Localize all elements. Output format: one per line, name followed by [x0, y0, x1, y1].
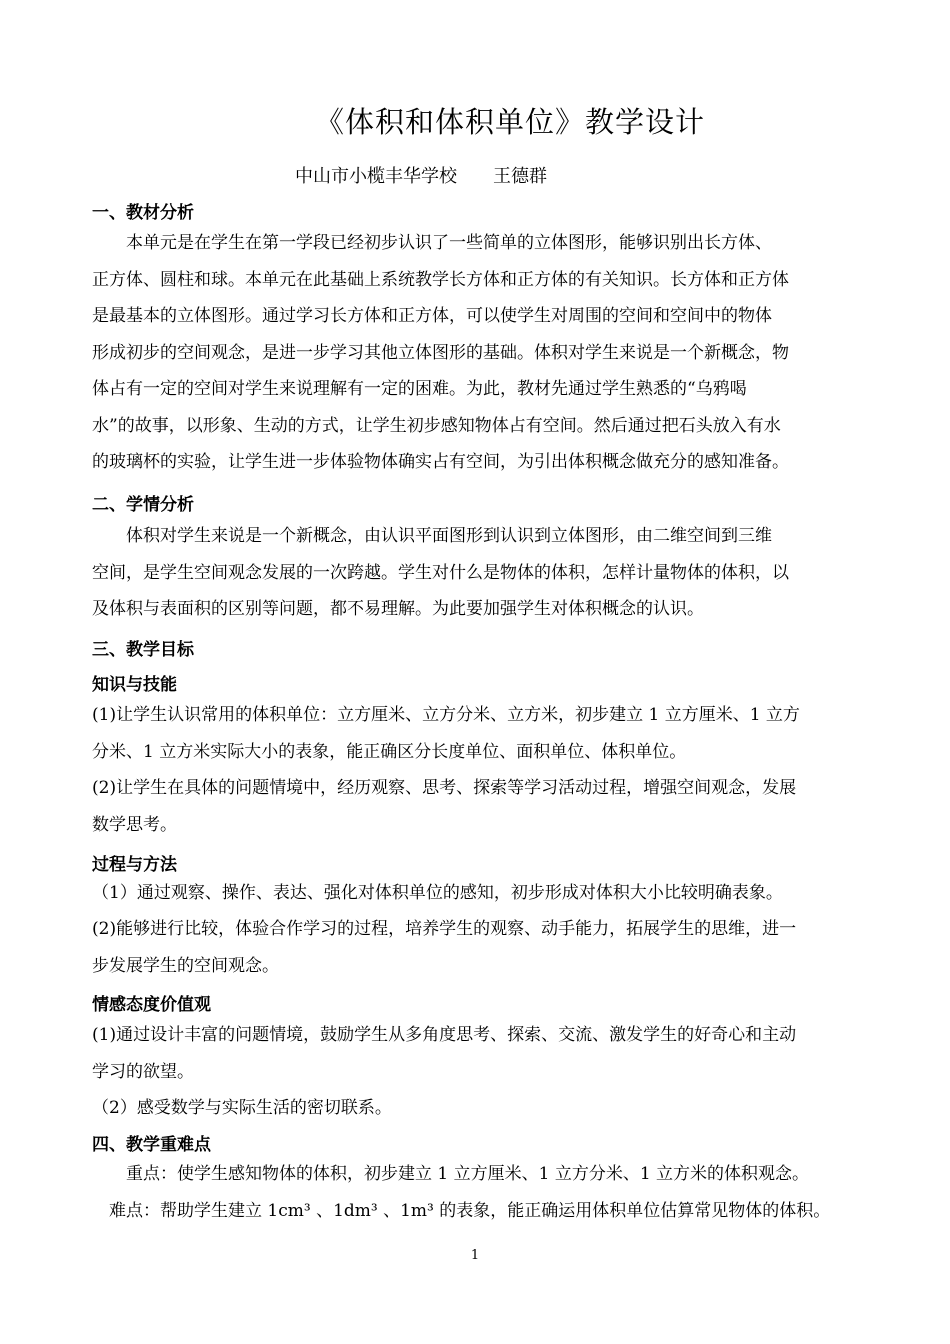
text-line: 及体积与表面积的区别等问题，都不易理解。为此要加强学生对体积概念的认识。 — [92, 599, 704, 619]
text-line: 本单元是在学生在第一学段已经初步认识了一些简单的立体图形，能够识别出长方体、 — [92, 233, 772, 253]
document-title: 《体积和体积单位》教学设计 — [314, 105, 705, 139]
subheading-knowledge-skills: 知识与技能 — [92, 675, 177, 695]
text-line: 正方体、圆柱和球。本单元在此基础上系统教学长方体和正方体的有关知识。长方体和正方体 — [92, 269, 789, 290]
section-heading-key-difficult: 四、教学重难点 — [92, 1135, 211, 1155]
section-heading-teaching-goals: 三、教学目标 — [92, 640, 194, 660]
key-point-line: 重点：使学生感知物体的体积，初步建立 1 立方厘米、1 立方分米、1 立方米的体积观念。 — [92, 1164, 810, 1184]
text-line: 步发展学生的空间观念。 — [92, 955, 279, 976]
text-line: 是最基本的立体图形。通过学习长方体和正方体，可以使学生对周围的空间和空间中的物体 — [92, 306, 772, 326]
subheading-emotion-attitude: 情感态度价值观 — [92, 995, 211, 1015]
text-line: 空间，是学生空间观念发展的一次跨越。学生对什么是物体的体积，怎样计量物体的体积，以 — [92, 562, 789, 583]
paragraph-learner-analysis — [92, 518, 860, 628]
paragraph-knowledge-1 — [92, 697, 860, 770]
author-line: 中山市小榄丰华学校 王德群 — [295, 166, 547, 187]
section-heading-textbook-analysis: 一、教材分析 — [92, 203, 194, 223]
paragraph-method-2 — [92, 911, 860, 984]
paragraph-emotion-1 — [92, 1017, 860, 1090]
paragraph-textbook-analysis — [92, 225, 860, 481]
paragraph-method-1 — [92, 875, 860, 912]
text-line: (1)通过设计丰富的问题情境，鼓励学生从多角度思考、探索、交流、激发学生的好奇心和主动 — [92, 1025, 797, 1045]
page-number: 1 — [470, 1248, 480, 1263]
subheading-process-method: 过程与方法 — [92, 855, 177, 875]
text-line: 体占有一定的空间对学生来说理解有一定的困难。为此，教材先通过学生熟悉的“乌鸦喝 — [92, 379, 747, 399]
paragraph-key-difficult — [92, 1156, 860, 1229]
text-line: 的玻璃杯的实验，让学生进一步体验物体确实占有空间，为引出体积概念做充分的感知准备。 — [92, 452, 789, 472]
text-line: 数学思考。 — [92, 814, 177, 835]
text-line: 形成初步的空间观念，是进一步学习其他立体图形的基础。体积对学生来说是一个新概念，物 — [92, 342, 789, 363]
paragraph-emotion-2 — [92, 1090, 860, 1127]
paragraph-knowledge-2 — [92, 770, 860, 843]
text-line: （2）感受数学与实际生活的密切联系。 — [92, 1098, 392, 1118]
text-line: 分米、1 立方米实际大小的表象，能正确区分长度单位、面积单位、体积单位。 — [92, 741, 687, 762]
text-line: 水”的故事，以形象、生动的方式，让学生初步感知物体占有空间。然后通过把石头放入有水 — [92, 415, 781, 436]
text-line: (2)能够进行比较，体验合作学习的过程，培养学生的观察、动手能力，拓展学生的思维，进一 — [92, 919, 797, 939]
text-line: 体积对学生来说是一个新概念，由认识平面图形到认识到立体图形，由二维空间到三维 — [92, 526, 772, 546]
text-line: (1)让学生认识常用的体积单位：立方厘米、立方分米、立方米，初步建立 1 立方厘米、1 立方 — [92, 705, 800, 725]
section-heading-learner-analysis: 二、学情分析 — [92, 495, 194, 515]
difficult-point-line: 难点：帮助学生建立 1cm³ 、1dm³ 、1m³ 的表象，能正确运用体积单位估算常见物体的体积。 — [92, 1200, 831, 1221]
text-line: 学习的欲望。 — [92, 1061, 194, 1082]
text-line: （1）通过观察、操作、表达、强化对体积单位的感知，初步形成对体积大小比较明确表象。 — [92, 883, 783, 903]
text-line: (2)让学生在具体的问题情境中，经历观察、思考、探索等学习活动过程，增强空间观念，发展 — [92, 778, 797, 798]
